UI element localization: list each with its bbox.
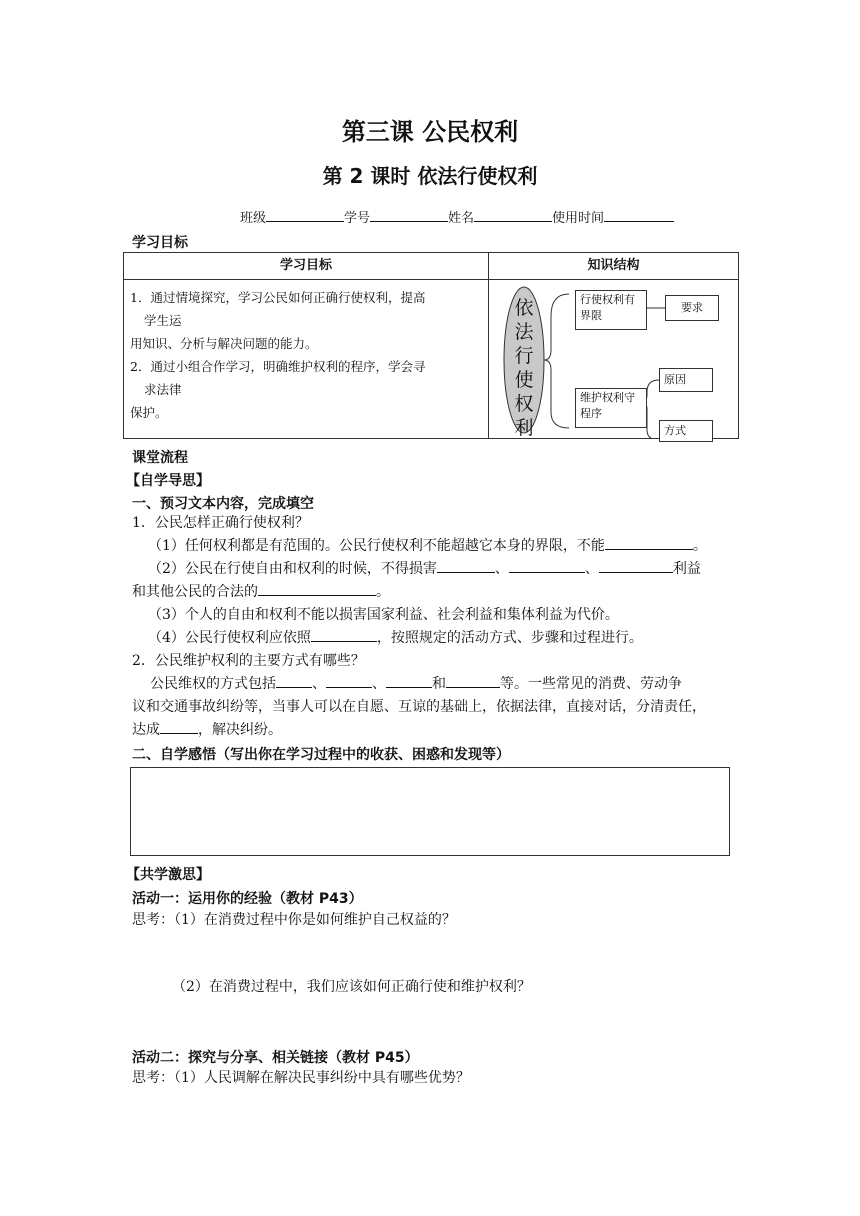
- box-limits: 行使权利有界限: [575, 290, 647, 330]
- name-field[interactable]: [474, 207, 552, 222]
- group-study-heading: 【共学激思】: [126, 867, 210, 883]
- goal1-line1: 1．通过情境探究，学习公民如何正确行使权利，提高: [130, 290, 426, 305]
- q2-blank1[interactable]: [276, 673, 312, 688]
- time-label: 使用时间: [552, 211, 605, 226]
- q1-2c-text: 和其他公民的合法的: [132, 584, 258, 600]
- q1-2-blank4[interactable]: [258, 581, 376, 596]
- question1-item1: （1）任何权利都是有范围的。公民行使权利不能超越它本身的界限，不能 。: [148, 535, 707, 557]
- question2: 2．公民维护权利的主要方式有哪些？: [132, 653, 365, 669]
- number-field[interactable]: [370, 207, 448, 222]
- activity2-heading: 活动二：探究与分享、相关链接（教材 P45）: [132, 1050, 419, 1066]
- reflection-box[interactable]: [130, 767, 730, 856]
- class-field[interactable]: [266, 207, 344, 222]
- activity1-question2: （2）在消费过程中，我们应该如何正确行使和维护权利？: [172, 979, 531, 995]
- flow-heading: 课堂流程: [132, 450, 188, 466]
- question1-item2-cont: 和其他公民的合法的 。: [132, 581, 390, 603]
- question1-item2: （2）公民在行使自由和权利的时候，不得损害 、 、 利益: [148, 558, 701, 580]
- q1-2-blank2[interactable]: [509, 558, 585, 573]
- q2-text-e: ，解决纠纷。: [198, 722, 282, 738]
- question2-line1: 公民维权的方式包括 、 、 和 等。一些常见的消费、劳动争: [150, 673, 682, 695]
- part2-heading: 二、自学感悟（写出你在学习过程中的收获、困惑和发现等）: [132, 747, 510, 763]
- q1-2-text: （2）公民在行使自由和权利的时候，不得损害: [148, 561, 437, 577]
- q1-2-suffix: 利益: [672, 561, 701, 577]
- number-label: 学号: [344, 211, 371, 226]
- time-field[interactable]: [604, 207, 674, 222]
- q2-text-d: 达成: [132, 722, 160, 738]
- structure-col-header: 知识结构: [489, 253, 739, 280]
- q1-1-text: （1）任何权利都是有范围的。公民行使权利不能超越它本身的界限，不能: [148, 538, 605, 554]
- q2-blank5[interactable]: [160, 719, 198, 734]
- q2-blank2[interactable]: [326, 673, 372, 688]
- class-label: 班级: [240, 211, 267, 226]
- q1-4-text: （4）公民行使权利应依照: [148, 630, 311, 646]
- q1-2-blank3[interactable]: [599, 558, 673, 573]
- q1-2-blank1[interactable]: [437, 558, 495, 573]
- question1-item4: [148, 627, 643, 649]
- part1-heading: 一、预习文本内容，完成填空: [132, 496, 314, 512]
- activity1-heading: 活动一：运用你的经验（教材 P43）: [132, 891, 363, 907]
- goals-heading: 学习目标: [132, 235, 188, 251]
- q2-text: 公民维权的方式包括: [150, 676, 276, 692]
- question2-line2: 议和交通事故纠纷等，当事人可以在自愿、互谅的基础上，依据法律，直接对话，分清责任，: [132, 699, 706, 715]
- goals-col-header: 学习目标: [124, 253, 489, 280]
- q2-blank4[interactable]: [446, 673, 500, 688]
- student-info-line: [240, 207, 674, 226]
- activity1-question1: 思考：（1）在消费过程中你是如何维护自己权益的？: [132, 912, 456, 928]
- goals-table: [123, 252, 739, 439]
- goals-cell: [124, 280, 489, 439]
- page-title: 第三课 公民权利: [341, 118, 519, 146]
- goal2-line2: 求法律: [144, 382, 182, 397]
- page-subtitle: 第 2 课时 依法行使权利: [322, 164, 538, 188]
- structure-center-label: 依法行使权利: [514, 297, 534, 439]
- q2-blank3[interactable]: [386, 673, 432, 688]
- goal2-line3: 保护。: [130, 405, 168, 420]
- goal2-line1: 2．通过小组合作学习，明确维护权利的程序，学会寻: [130, 359, 426, 374]
- box-methods: 方式: [659, 420, 713, 442]
- q2-and: 和: [432, 676, 446, 692]
- structure-cell: [489, 280, 739, 439]
- question1-item3: （3）个人的自由和权利不能以损害国家利益、社会利益和集体利益为代价。: [148, 607, 619, 623]
- q1-4-suffix: ，按照规定的活动方式、步骤和过程进行。: [376, 630, 643, 646]
- box-reasons: 原因: [659, 368, 713, 392]
- activity2-question1: 思考：（1）人民调解在解决民事纠纷中具有哪些优势？: [132, 1070, 470, 1086]
- q1-1-blank[interactable]: [605, 535, 693, 550]
- box-procedure: 维护权利守程序: [575, 388, 647, 428]
- question2-line3: [132, 719, 282, 741]
- q2-text-b: 等。一些常见的消费、劳动争: [500, 676, 682, 692]
- goal1-line2: 学生运: [144, 313, 182, 328]
- name-label: 姓名: [448, 211, 475, 226]
- q1-4-blank[interactable]: [311, 627, 377, 642]
- goal1-line3: 用知识、分析与解决问题的能力。: [130, 336, 318, 351]
- box-requirements: 要求: [665, 295, 719, 321]
- question1: 1．公民怎样正确行使权利？: [132, 515, 309, 531]
- self-study-heading: 【自学导思】: [126, 473, 210, 489]
